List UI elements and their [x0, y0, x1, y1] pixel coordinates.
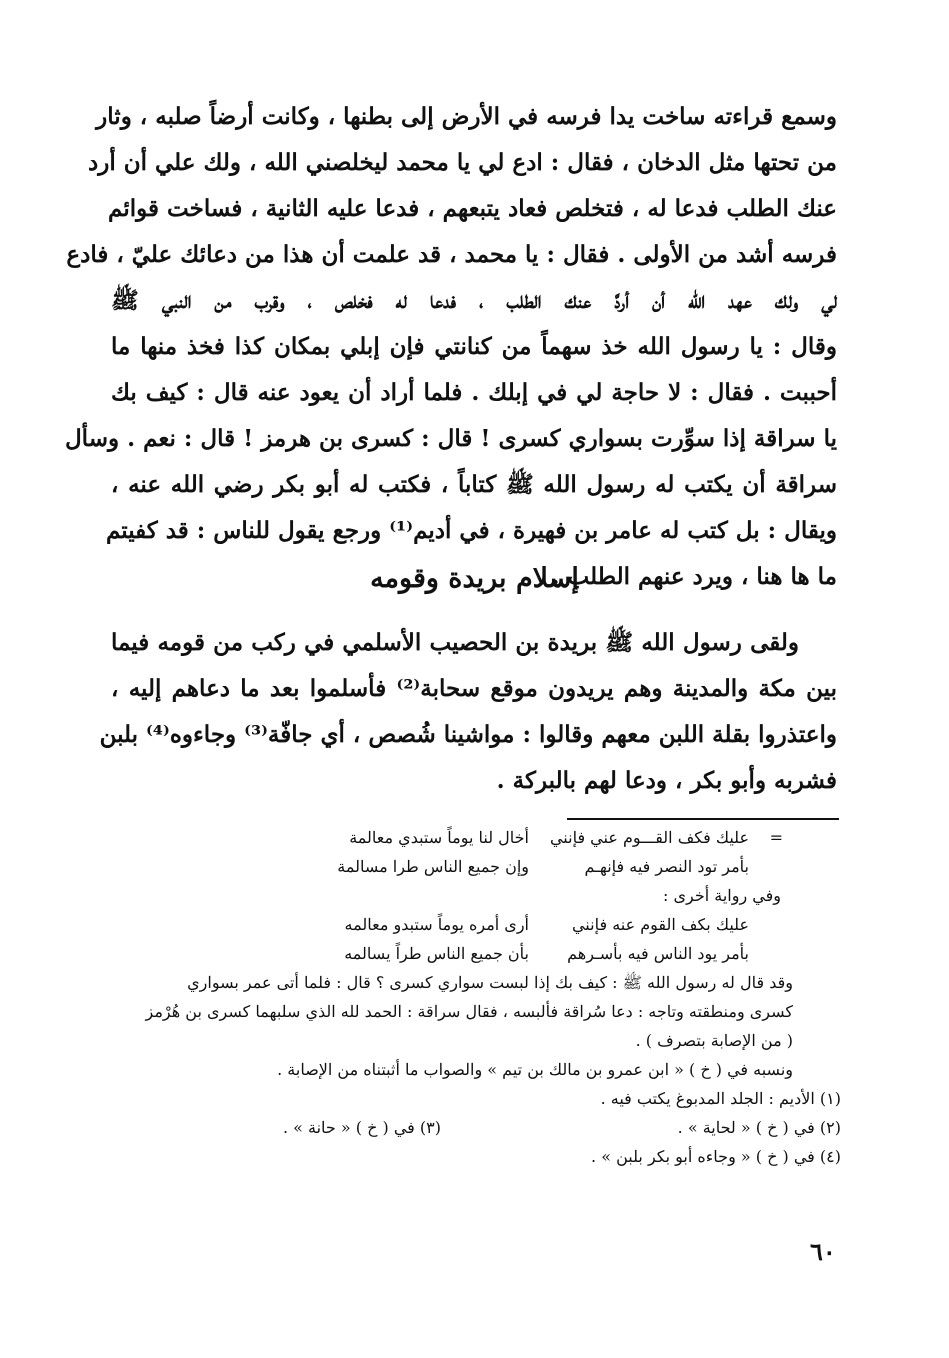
text-line: واعتذروا بقلة اللبن معهم وقالوا : مواشينا شُصص ، أي جافّة⁽³⁾ وجاءوه⁽⁴⁾ بلبن: [99, 721, 837, 748]
note-line: ( من الإصابة بتصرف ) .: [635, 1031, 793, 1050]
verse-hemistich-first: بأمر تود النصر فيه فإنهـم: [584, 857, 749, 876]
footnote: [601, 1084, 841, 1113]
verse-hemistich-first: عليك بكف القوم عنه فإنني: [571, 915, 749, 934]
verse-hemistich-first: بأمر يود الناس فيه بأسـرهم: [567, 944, 749, 963]
text-line: فرسه أشد من الأولى . فقال : يا محمد ، قد علمت أن هذا من دعائك عليّ ، فادع: [66, 241, 837, 268]
footnote-text: الأديم : الجلد المدبوغ يكتب فيه .: [600, 1089, 815, 1108]
footnote-text: في ( خ ) « وجاءه أبو بكر بلبن » .: [591, 1147, 815, 1166]
text-line: ولقى رسول الله ﷺ بريدة بن الحصيب الأسلمي في ركب من قومه فيما: [111, 629, 799, 656]
footnote-text: في ( خ ) « لحاية » .: [677, 1118, 815, 1137]
footnote: (٣) في ( خ ) « حانة » .: [282, 1118, 441, 1137]
text-line: ما ها هنا ، ويرد عنهم الطلب .: [551, 563, 837, 590]
text-line: بين مكة والمدينة وهم يريدون موقع سحابة⁽²⁾ فأسلموا بعد ما دعاهم إليه ،: [111, 675, 837, 702]
note-line: ونسبه في ( خ ) « ابن عمرو بن مالك بن تيم » والصواب ما أثبتناه من الإصابة .: [277, 1060, 793, 1079]
footnote-row: [101, 1113, 841, 1142]
text-line: وقال : يا رسول الله خذ سهماً من كنانتي فإن إبلي بمكان كذا فخذ منها ما: [111, 333, 837, 360]
footnote-number: (٢): [819, 1118, 841, 1137]
text-line: لي ولك عهد الله أن أردَّ عنك الطلب ، فدعا له فخلص ، وقرب من النبي ﷺ: [111, 287, 837, 314]
footnote: [591, 1142, 841, 1171]
note-line: كسرى ومنطقته وتاجه : دعا سُراقة فألبسه ، فقال سراقة : الحمد لله الذي سلبهما كسرى بن هُرْمز: [145, 1002, 793, 1021]
text-line: أحببت . فقال : لا حاجة لي في إبلك . فلما أراد أن يعود عنه قال : كيف بك: [111, 379, 837, 406]
text-line: عنك الطلب فدعا له ، فتخلص فعاد يتبعهم ، فدعا عليه الثانية ، فساخت قوائم: [108, 195, 837, 222]
verse-row: [101, 910, 841, 939]
note-line: وقد قال له رسول الله ﷺ : كيف بك إذا لبست سواري كسرى ؟ قال : فلما أتى عمر بسواري: [187, 973, 793, 992]
text-line: يا سراقة إذا سوِّرت بسواري كسرى ! قال : كسرى بن هرمز ! قال : نعم . وسأل: [64, 425, 837, 452]
text-line: من تحتها مثل الدخان ، فقال : ادع لي يا محمد ليخلصني الله ، ولك علي أن أرد: [87, 149, 837, 176]
continuation-mark: =: [769, 828, 783, 847]
verse-row: [101, 823, 841, 852]
footnote-number: (١): [819, 1089, 841, 1108]
footnote-row: [101, 1142, 841, 1171]
text-line: فشربه وأبو بكر ، ودعا لهم بالبركة .: [496, 767, 837, 794]
page-number: ٦٠: [810, 1237, 836, 1266]
verse-hemistich-second: بأن جميع الناس طراً يسالمه: [344, 944, 529, 963]
verse-hemistich-first: عليك فكف القـــوم عني فإنني: [549, 828, 749, 847]
footnote-divider: [567, 818, 839, 820]
section-text-block: [99, 620, 837, 804]
text-line: سراقة أن يكتب له رسول الله ﷺ كتاباً ، فكتب له أبو بكر رضي الله عنه ،: [111, 471, 837, 498]
verse-row: [101, 939, 841, 968]
verse-row: [101, 852, 841, 881]
footnote-row: [101, 1084, 841, 1113]
note-line: وفي رواية أخرى :: [663, 886, 781, 905]
footnotes-block: [101, 823, 841, 1171]
footnote-number: (٤): [819, 1147, 841, 1166]
verse-hemistich-second: وإن جميع الناس طرا مسالمة: [337, 857, 529, 876]
footnote: [678, 1113, 841, 1142]
text-line: ويقال : بل كتب له عامر بن فهيرة ، في أديم⁽¹⁾ ورجع يقول للناس : قد كفيتم: [105, 517, 837, 544]
verse-hemistich-second: أرى أمره يوماً ستبدو معالمه: [344, 915, 529, 934]
verse-hemistich-second: أخال لنا يوماً ستبدي معالمة: [349, 828, 529, 847]
section-heading: إسلام بريدة وقومه: [370, 563, 579, 594]
main-text-block: [64, 94, 837, 600]
text-line: وسمع قراءته ساخت يدا فرسه في الأرض إلى بطنها ، وكانت أرضاً صلبه ، وثار: [96, 103, 837, 130]
